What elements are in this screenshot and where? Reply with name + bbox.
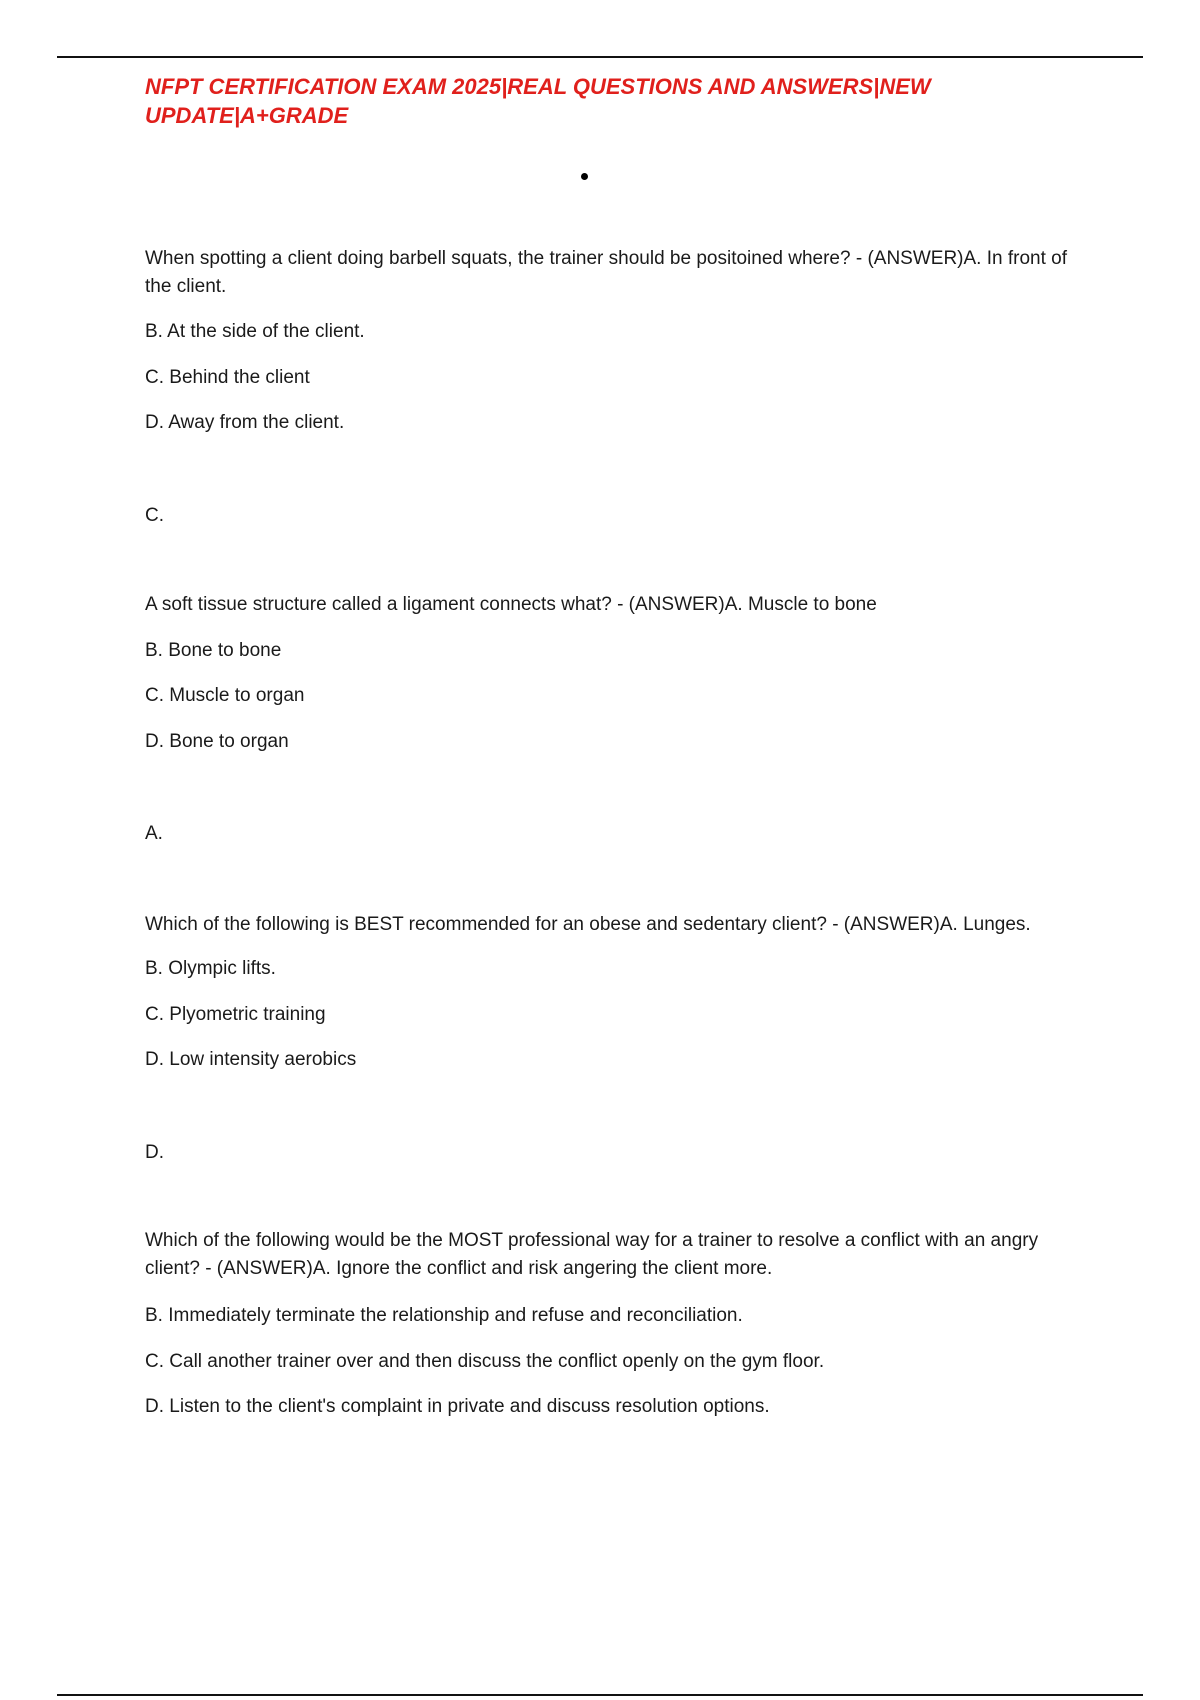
question-2-option-c: C. Muscle to organ <box>145 685 305 706</box>
question-2-text: A soft tissue structure called a ligament connects what? - (ANSWER)A. Muscle to bone <box>145 594 877 615</box>
question-2-option-d: D. Bone to organ <box>145 731 289 752</box>
question-4-text: Which of the following would be the MOST professional way for a trainer to resolve a conflict with an angry client? - (ANSWER)A. Ignore the conflict and risk angering the client more. <box>145 1230 1039 1279</box>
question-3-option-c: C. Plyometric training <box>145 1004 326 1025</box>
question-3-option-d: D. Low intensity aerobics <box>145 1049 357 1070</box>
question-2-answer: A. <box>145 823 163 844</box>
question-3-option-b: B. Olympic lifts. <box>145 958 276 979</box>
question-4-option-c: C. Call another trainer over and then discuss the conflict openly on the gym floor. <box>145 1351 825 1372</box>
question-2-option-b: B. Bone to bone <box>145 640 282 661</box>
question-3-text: Which of the following is BEST recommended for an obese and sedentary client? - (ANSWER)A. Lunges. <box>145 914 1031 935</box>
bullet-point <box>581 173 588 180</box>
question-4-option-d: D. Listen to the client's complaint in private and discuss resolution options. <box>145 1396 770 1417</box>
question-1-option-b: B. At the side of the client. <box>145 321 365 342</box>
question-4-option-b: B. Immediately terminate the relationship and refuse and reconciliation. <box>145 1305 743 1326</box>
question-1-answer: C. <box>145 505 164 526</box>
document-title: NFPT CERTIFICATION EXAM 2025|REAL QUESTIONS AND ANSWERS|NEW UPDATE|A+GRADE <box>145 74 931 128</box>
question-1-text: When spotting a client doing barbell squats, the trainer should be positoined where? - (ANSWER)A. In front of the client. <box>145 248 1067 297</box>
question-3-answer: D. <box>145 1142 164 1163</box>
top-rule <box>57 56 1143 58</box>
bottom-rule <box>57 1694 1143 1696</box>
question-1-option-c: C. Behind the client <box>145 367 310 388</box>
question-1-option-d: D. Away from the client. <box>145 412 345 433</box>
